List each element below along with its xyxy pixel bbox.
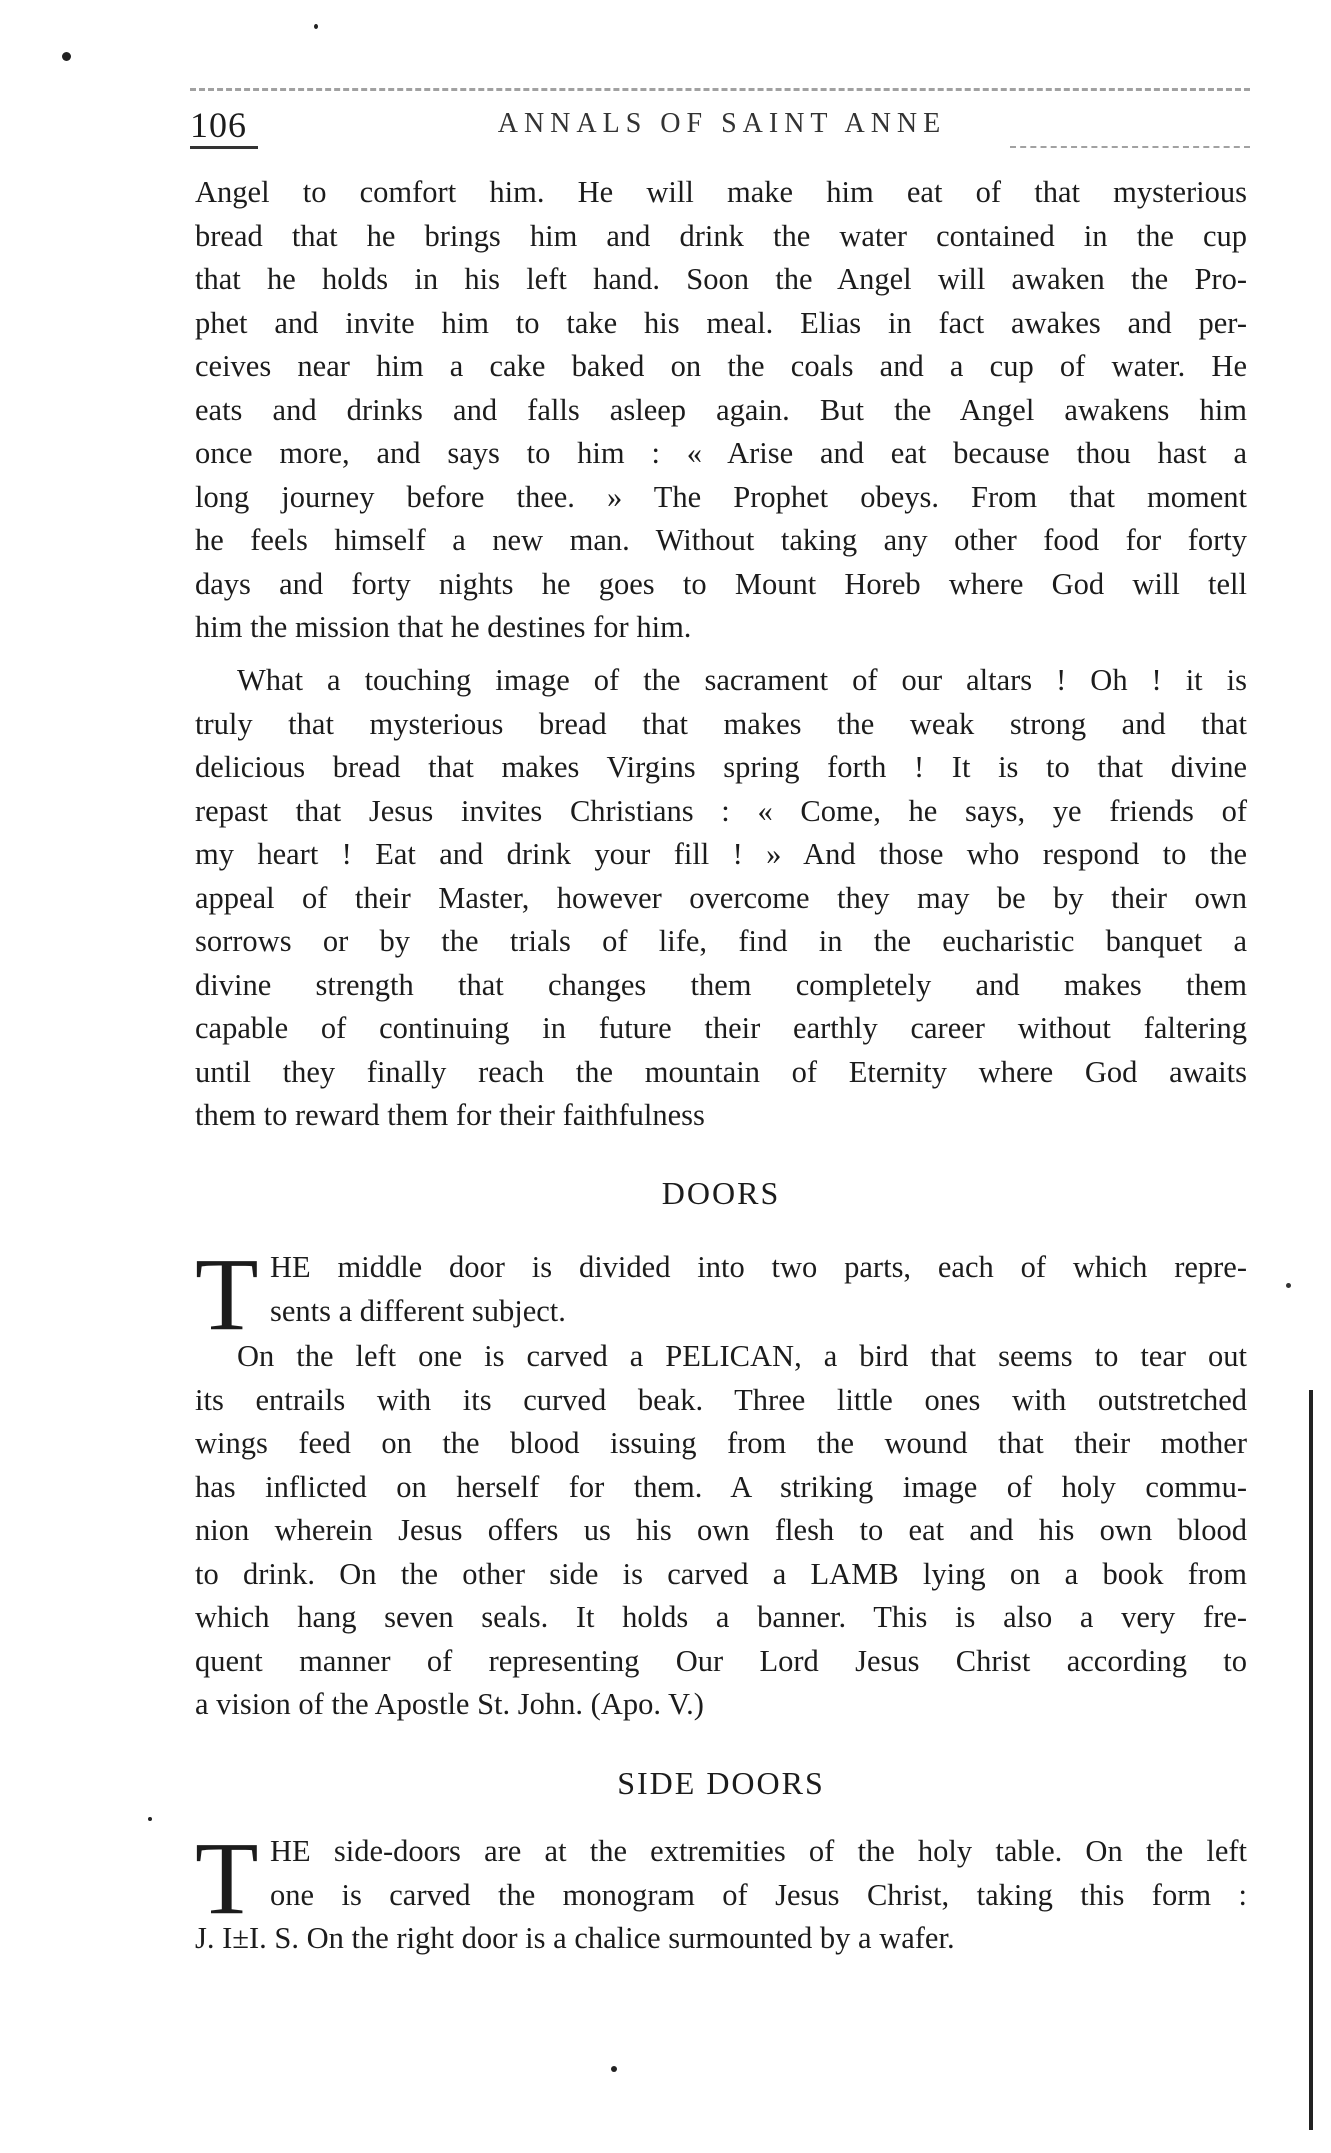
text-line: bread that he brings him and drink the water contained in the cup — [195, 218, 1247, 253]
paragraph — [270, 1246, 1247, 1333]
scan-speck — [62, 52, 71, 61]
text-line: What a touching image of the sacrament of our altars ! Oh ! it is — [237, 663, 1247, 697]
text-line: sents a different subject. — [270, 1293, 566, 1328]
margin-mark — [1286, 1283, 1291, 1288]
text-line: days and forty nights he goes to Mount Horeb where God will tell — [195, 566, 1247, 601]
text-line: HE middle door is divided into two parts, each of which repre- — [270, 1250, 1247, 1284]
page-number: 106 — [190, 105, 247, 145]
text-line: divine strength that changes them completely and makes them — [195, 967, 1247, 1002]
text-line: him the mission that he destines for him. — [195, 610, 692, 644]
text-line: them to reward them for their faithfulness — [195, 1098, 705, 1132]
drop-cap: T — [195, 1237, 259, 1352]
drop-cap: T — [195, 1821, 259, 1936]
text-line: wings feed on the blood issuing from the wound that their mother — [195, 1426, 1247, 1460]
text-line: phet and invite him to take his meal. Elias in fact awakes and per- — [195, 305, 1247, 340]
header-rule — [1010, 146, 1250, 148]
paragraph — [195, 659, 1247, 1138]
paragraph — [195, 1917, 1247, 1961]
text-line: repast that Jesus invites Christians : « Come, he says, ye friends of — [195, 793, 1247, 828]
text-line: once more, and says to him : « Arise and eat because thou hast a — [195, 436, 1247, 470]
section-heading-side-doors: SIDE DOORS — [617, 1765, 825, 1801]
text-line: its entrails with its curved beak. Three little ones with outstretched — [195, 1382, 1247, 1417]
text-line: he feels himself a new man. Without taking any other food for forty — [195, 523, 1247, 557]
text-line: quent manner of representing Our Lord Jesus Christ according to — [195, 1643, 1247, 1678]
text-line: HE side-doors are at the extremities of the holy table. On the left — [270, 1834, 1247, 1868]
paragraph — [195, 171, 1247, 650]
text-line: has inflicted on herself for them. A striking image of holy commu- — [195, 1469, 1247, 1504]
text-line: which hang seven seals. It holds a banner. This is also a very fre- — [195, 1600, 1247, 1634]
text-line: long journey before thee. » The Prophet obeys. From that moment — [195, 479, 1247, 514]
text-line: truly that mysterious bread that makes the weak strong and that — [195, 706, 1247, 741]
scan-speck — [611, 2066, 617, 2072]
text-line: until they finally reach the mountain of Eternity where God awaits — [195, 1054, 1247, 1089]
text-line: J. I±I. S. On the right door is a chalice surmounted by a wafer. — [195, 1921, 955, 1955]
page-header — [190, 104, 1250, 144]
text-line: On the left one is carved a PELICAN, a bird that seems to tear out — [237, 1339, 1247, 1373]
paragraph — [195, 1335, 1247, 1727]
text-line: Angel to comfort him. He will make him eat of that mysterious — [195, 175, 1247, 209]
text-line: to drink. On the other side is carved a LAMB lying on a book from — [195, 1556, 1247, 1591]
header-rule — [190, 146, 258, 149]
scan-edge-bar — [1309, 1390, 1313, 2130]
text-line: eats and drinks and falls asleep again. But the Angel awakens him — [195, 392, 1247, 427]
text-line: my heart ! Eat and drink your fill ! » And those who respond to the — [195, 837, 1247, 871]
text-line: one is carved the monogram of Jesus Christ, taking this form : — [270, 1877, 1247, 1912]
running-title: ANNALS OF SAINT ANNE — [497, 108, 947, 139]
paragraph — [270, 1830, 1247, 1917]
scan-speck — [148, 1817, 152, 1821]
top-scan-line — [190, 88, 1250, 91]
text-line: capable of continuing in future their earthly career without faltering — [195, 1011, 1247, 1045]
text-line: a vision of the Apostle St. John. (Apo. V.) — [195, 1687, 704, 1721]
text-line: sorrows or by the trials of life, find in the eucharistic banquet a — [195, 924, 1247, 958]
text-line: ceives near him a cake baked on the coals and a cup of water. He — [195, 349, 1247, 383]
section-heading-doors: DOORS — [661, 1175, 781, 1211]
text-line: that he holds in his left hand. Soon the Angel will awaken the Pro- — [195, 262, 1247, 296]
text-line: appeal of their Master, however overcome they may be by their own — [195, 880, 1247, 915]
text-line: delicious bread that makes Virgins spring forth ! It is to that divine — [195, 750, 1247, 784]
text-line: nion wherein Jesus offers us his own flesh to eat and his own blood — [195, 1513, 1247, 1547]
scan-speck — [314, 24, 318, 29]
